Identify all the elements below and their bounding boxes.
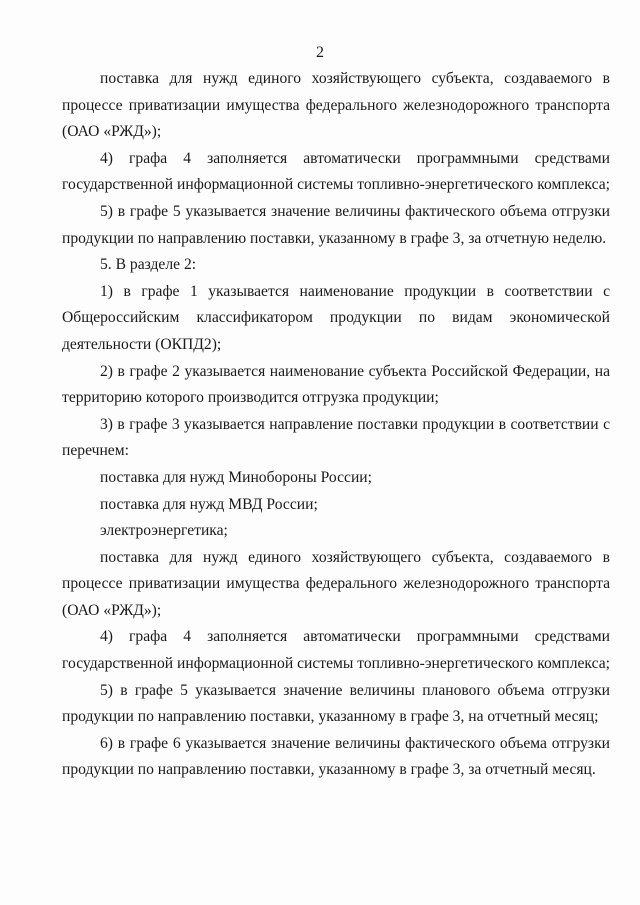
list-item-defense: поставка для нужд Минобороны России; <box>100 468 372 486</box>
paragraph-graph-5-weekly: 5) в графе 5 указывается значение величины фактического объема отгрузки продукции по направлению поставки, указанному в графе 3, за отчетную неделю. <box>62 202 610 247</box>
page-number: 2 <box>316 44 324 61</box>
paragraph-graph-3-direction: 3) в графе 3 указывается направление поставки продукции в соответствии с перечнем: <box>62 415 610 460</box>
paragraph-graph-1-product: 1) в графе 1 указывается наименование продукции в соответствии с Общероссийским классификатором продукции по видам экономической деятельности (ОКПД2); <box>62 282 610 353</box>
paragraph-graph-6-actual: 6) в графе 6 указывается значение величины фактического объема отгрузки продукции по направлению поставки, указанному в графе 3, за отчетный месяц. <box>62 734 610 779</box>
list-item-power: электроэнергетика; <box>100 522 228 540</box>
section-2-heading: 5. В разделе 2: <box>100 256 197 274</box>
paragraph-rzd-supply: поставка для нужд единого хозяйствующего субъекта, создаваемого в процессе приватизации имущества федерального железнодорожного транспорта (ОАО «РЖД»); <box>62 70 610 141</box>
document-body <box>62 66 610 784</box>
list-item-interior: поставка для нужд МВД России; <box>100 495 318 513</box>
paragraph-graph-2-region: 2) в графе 2 указывается наименование субъекта Российской Федерации, на территорию которого производится отгрузка продукции; <box>62 362 610 407</box>
paragraph-graph-4-auto: 4) графа 4 заполняется автоматически программными средствами государственной информационной системы топливно-энергетического комплекса; <box>62 149 610 194</box>
paragraph-graph-4-auto-2: 4) графа 4 заполняется автоматически программными средствами государственной информационной системы топливно-энергетического комплекса; <box>62 628 610 673</box>
paragraph-graph-5-planned: 5) в графе 5 указывается значение величины планового объема отгрузки продукции по направлению поставки, указанному в графе 3, на отчетный месяц; <box>62 681 610 726</box>
paragraph-rzd-supply-2: поставка для нужд единого хозяйствующего субъекта, создаваемого в процессе приватизации имущества федерального железнодорожного транспорта (ОАО «РЖД»); <box>62 548 610 619</box>
